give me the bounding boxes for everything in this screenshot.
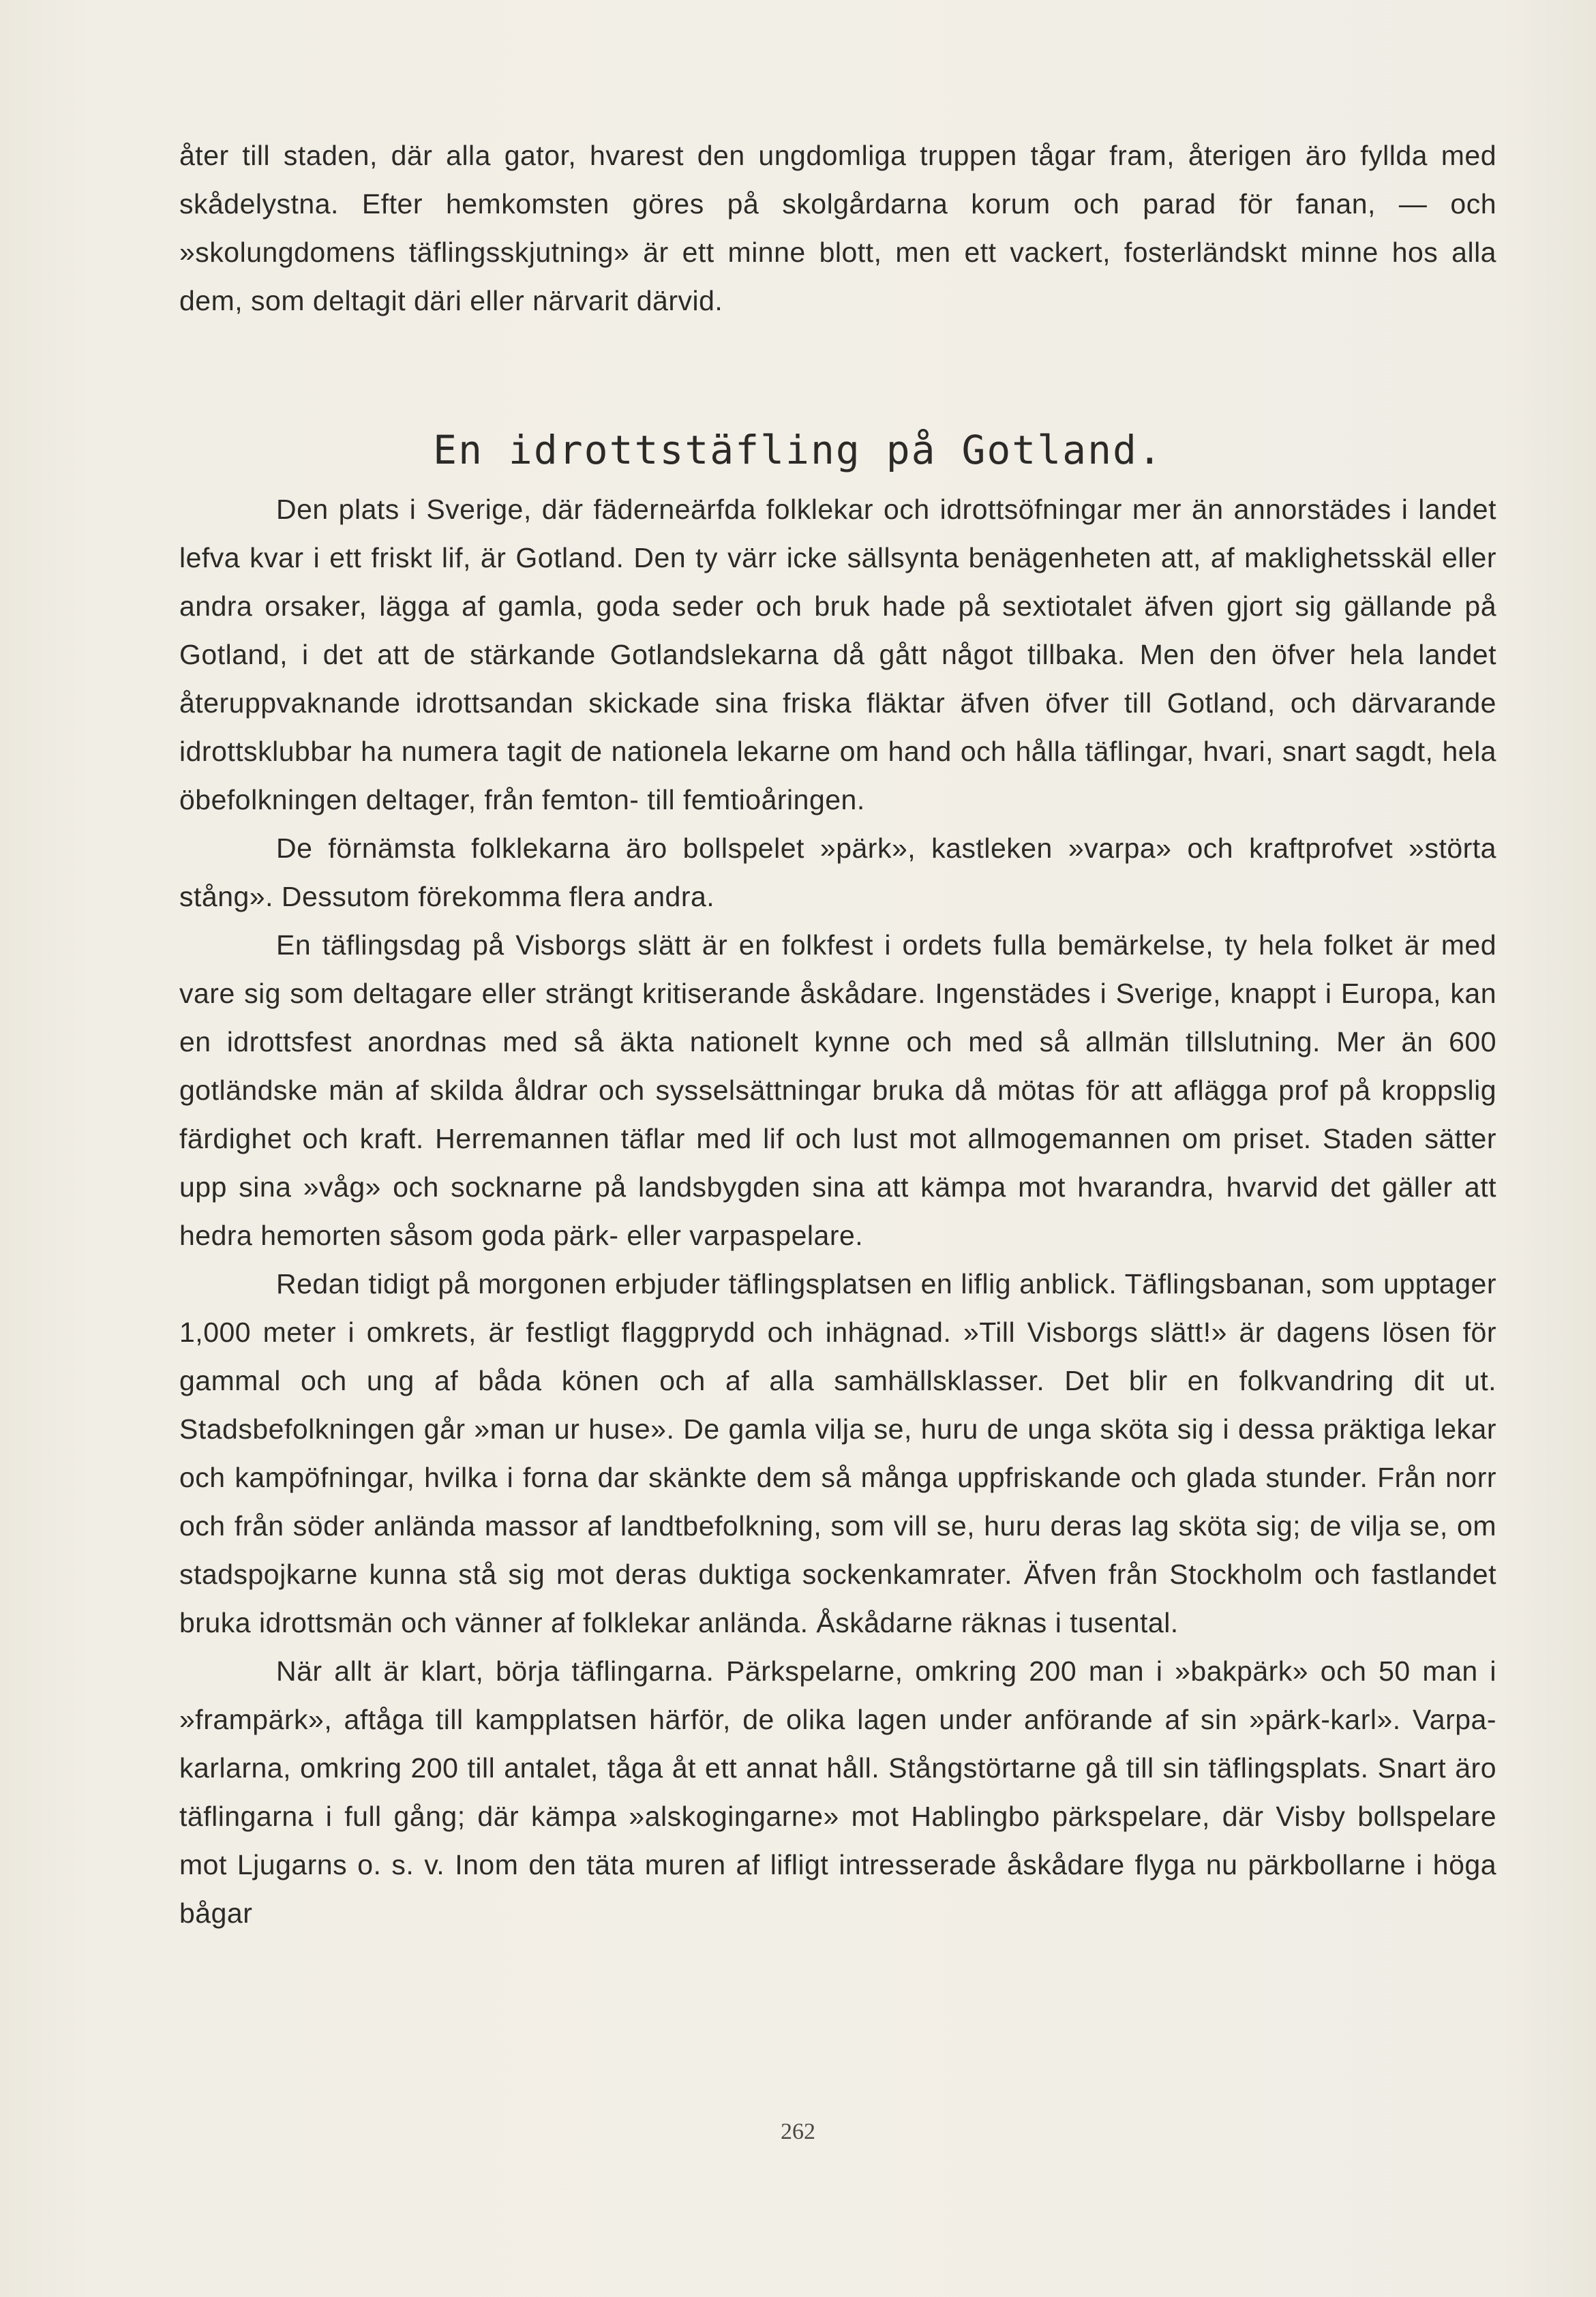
paragraph: Redan tidigt på morgonen erbjuder täflingsplatsen en liflig anblick. Täflingsbanan, som upptager 1,000 meter i omkrets, är festligt flaggprydd och inhägnad. »Till Visborgs slätt!» är dagens lösen för gammal och ung af båda könen och af alla samhällsklasser. Det blir en folkvandring dit ut. Stadsbefolkningen går »man ur huse». De gamla vilja se, huru de unga sköta sig i dessa präktiga lekar och kampöfningar, hvilka i forna dar skänkte dem så många uppfriskande och glada stunder. Från norr och från söder anlända massor af landtbefolkning, som vill se, huru deras lag sköta sig; de vilja se, om stadspojkarne kunna stå sig mot deras duktiga sockenkamrater. Äfven från Stockholm och fastlandet bruka idrottsmän och vänner af folklekar anlända. Åskådarne räknas i tusental.	[179, 1268, 1496, 1638]
paragraph: De förnämsta folklekarna äro bollspelet »pärk», kastleken »varpa» och kraftprofvet »störta stång». Dessutom förekomma flera andra.	[179, 832, 1496, 912]
paragraph: När allt är klart, börja täflingarna. Pärkspelarne, omkring 200 man i »bakpärk» och 50 man i »frampärk», aftåga till kampplatsen härför, de olika lagen under anförande af sin »pärk-karl». Varpa-karlarna, omkring 200 till antalet, tåga åt ett annat håll. Stångstörtarne gå till sin täflingsplats. Snart äro täflingarna i full gång; där kämpa »alskogingarne» mot Hablingbo pärkspelare, där Visby bollspelare mot Ljugarns o. s. v. Inom den täta muren af lifligt intresserade åskådare flyga nu pärkbollarne i höga bågar	[179, 1655, 1496, 1929]
section-heading: En idrottstäfling på Gotland.	[433, 427, 1163, 474]
page-number: 262	[781, 2119, 815, 2144]
paragraph: En täflingsdag på Visborgs slätt är en folkfest i ordets fulla bemärkelse, ty hela folket är med vare sig som deltagare eller strängt kritiserande åskådare. Ingenstädes i Sverige, knappt i Europa, kan en idrottsfest anordnas med så äkta nationelt kynne och med så allmän tillslutning. Mer än 600 gotländske män af skilda åldrar och sysselsättningar bruka då mötas för att aflägga prof på kroppslig färdighet och kraft. Herremannen täflar med lif och lust mot allmogemannen om priset. Staden sätter upp sina »våg» och socknarne på landsbygden sina att kämpa mot hvarandra, hvarvid det gäller att hedra hemorten såsom goda pärk- eller varpaspelare.	[179, 929, 1496, 1251]
intro-text-block	[179, 132, 1496, 325]
main-text-block	[179, 485, 1496, 1938]
paragraph: Den plats i Sverige, där fäderneärfda folklekar och idrottsöfningar mer än annorstädes i landet lefva kvar i ett friskt lif, är Gotland. Den ty värr icke sällsynta benägenheten att, af maklighetsskäl eller andra orsaker, lägga af gamla, goda seder och bruk hade på sextiotalet äfven gjort sig gällande på Gotland, i det att de stärkande Gotlandslekarna då gått något tillbaka. Men den öfver hela landet återuppvaknande idrottsandan skickade sina friska fläktar äfven öfver till Gotland, och därvarande idrottsklubbar ha numera tagit de nationela lekarne om hand och hålla täflingar, hvari, snart sagdt, hela öbefolkningen deltager, från femton- till femtioåringen.	[179, 494, 1496, 815]
intro-paragraph: åter till staden, där alla gator, hvarest den ungdomliga truppen tågar fram, återigen äro fyllda med skådelystna. Efter hemkomsten göres på skolgårdarna korum och parad för fanan, — och »skolungdomens täflingsskjutning» är ett minne blott, men ett vackert, fosterländskt minne hos alla dem, som deltagit däri eller närvarit därvid.	[179, 140, 1496, 316]
